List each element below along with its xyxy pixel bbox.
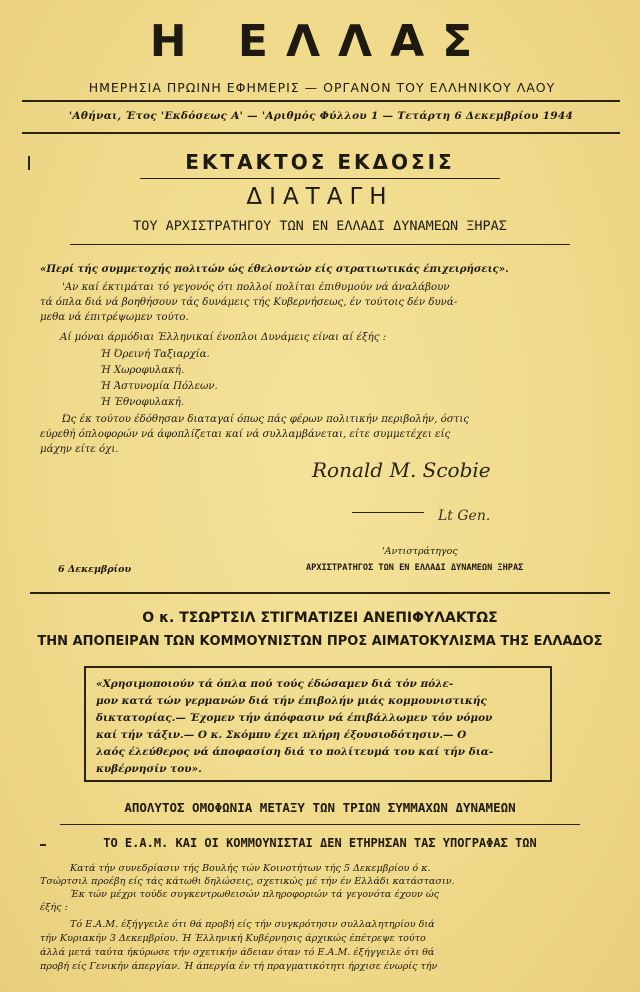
order-topic: «Περί τής συμμετοχής πολιτών ώς έθελοντών είς στρατιωτικάς έπιχειρήσεις». bbox=[40, 263, 509, 275]
order-paragraph-1-line: τά όπλα διά νά βοηθήσουν τάς δυνάμεις τής Κυβερνήσεως, έν τούτοις δέν δυνά- bbox=[40, 297, 458, 308]
order-paragraph-3-line: Ώς έκ τούτου έδόθησαν διαταγαί όπως πάς φέρων πολιτικήν περιβολήν, όστις bbox=[62, 414, 470, 425]
order-paragraph-1-line: 'Αν καί έκτιμάται τό γεγονός ότι πολλοί πολίται έπιθυμούν νά άναλάβουν bbox=[62, 282, 450, 293]
masthead-rule-bottom bbox=[22, 132, 620, 134]
order-date: 6 Δεκεμβρίου bbox=[58, 564, 132, 575]
signer-rank: 'Αντιστράτηγος bbox=[382, 546, 458, 557]
quote-line: λαός έλεύθερος νά άποφασίση διά το πολίτευμά του καί τήν δια- bbox=[96, 746, 494, 758]
article-2-rule bbox=[60, 824, 580, 825]
extra-edition-rule bbox=[140, 178, 500, 179]
quote-line: μον κατά τών γερμανών διά τήν έπιβολήν μιάς κομμουνιστικής bbox=[96, 695, 487, 707]
article-2-body-1 bbox=[40, 862, 610, 914]
order-paragraph-3 bbox=[40, 412, 610, 457]
quote-line: δικτατορίας.— Έχομεν τήν άπόφασιν νά έπιβάλλωμεν τόν νόμον bbox=[96, 712, 493, 724]
forces-list bbox=[100, 347, 400, 411]
dateline: 'Αθήναι, Έτος 'Εκδόσεως Α' — 'Αριθμός Φύλλου 1 — Τετάρτη 6 Δεκεμβρίου 1944 bbox=[68, 110, 574, 122]
article-2-body-line: Τό Ε.Α.Μ. έξήγγειλε ότι θά προβή είς τήν συγκρότησιν συλλαλητηρίου διά bbox=[70, 919, 435, 930]
order-paragraph-3-line: μάχην είτε όχι. bbox=[40, 444, 119, 455]
order-paragraph-1-line: μεθα νά έπιτρέψωμεν τούτο. bbox=[40, 312, 189, 323]
list-item: Ή Όρεινή Ταξιαρχία. bbox=[100, 349, 210, 360]
list-item: Ή Έθνοφυλακή. bbox=[100, 397, 185, 408]
quote-line: καί τήν τάξιν.— Ο κ. Σκόμπυ έχει πλήρη έξουσιοδότησιν.— Ο bbox=[96, 729, 467, 741]
article-2-body-line: προβή είς Γενικήν άπεργίαν. Ή άπεργία έν τή πραγματικότητι ήρχισε ένωρίς τήν bbox=[40, 961, 438, 972]
article-1-headline-line-2: ΤΗΝ ΑΠΟΠΕΙΡΑΝ ΤΩΝ ΚΟΜΜΟΥΝΙΣΤΩΝ ΠΡΟΣ ΑΙΜΑΤΟΚΥΛΙΣΜΑ ΤΗΣ ΕΛΛΑΔΟΣ bbox=[37, 634, 603, 649]
order-subheading-rule bbox=[70, 244, 570, 245]
order-paragraph-3-line: εύρεθή όπλοφορών νά άφοπλίζεται καί νά συλλαμβάνεται, είτε συμμετέχει είς bbox=[40, 429, 451, 440]
article-2-body-line: Κατά τήν συνεδρίασιν τής Βουλής τών Κοινοτήτων τής 5 Δεκεμβρίου ό κ. bbox=[70, 863, 431, 874]
margin-mark bbox=[28, 156, 30, 170]
masthead-rule-top bbox=[22, 100, 620, 102]
article-1-headline-line-1: Ο κ. ΤΣΩΡΤΣΙΛ ΣΤΙΓΜΑΤΙΖΕΙ ΑΝΕΠΙΦΥΛΑΚΤΩΣ bbox=[142, 610, 498, 626]
order-heading: ΔΙΑΤΑΓΗ bbox=[246, 184, 394, 210]
list-item: Ή Άστυνομία Πόλεων. bbox=[100, 381, 218, 392]
list-item: Ή Χωροφυλακή. bbox=[100, 365, 185, 376]
quote-line: «Χρησιμοποιούν τά όπλα πού τούς έδώσαμεν διά τόν πόλε- bbox=[96, 678, 454, 690]
newspaper-subtitle: ΗΜΕΡΗΣΙΑ ΠΡΩΙΝΗ ΕΦΗΜΕΡΙΣ — ΟΡΓΑΝΟΝ ΤΟΥ ΕΛΛΗΝΙΚΟΥ ΛΑΟΥ bbox=[88, 80, 556, 95]
extra-edition-heading: ΕΚΤΑΚΤΟΣ ΕΚΔΟΣΙΣ bbox=[185, 150, 455, 174]
signature-image-2: Lt Gen. bbox=[438, 508, 491, 524]
article-2-body-line: τήν Κυριακήν 3 Δεκεμβρίου. Ή Έλληνική Κυβέρνησις άρχικώς έπέτρεψε τούτο bbox=[40, 933, 426, 944]
section-divider bbox=[30, 592, 610, 594]
quote-box bbox=[84, 666, 552, 782]
article-2-body-line: έξής : bbox=[40, 902, 68, 913]
article-2-subheadline: ΤΟ Ε.Α.Μ. ΚΑΙ ΟΙ ΚΟΜΜΟΥΝΙΣΤΑΙ ΔΕΝ ΕΤΗΡΗΣΑΝ ΤΑΣ ΥΠΟΓΡΑΦΑΣ ΤΩΝ bbox=[103, 836, 537, 850]
newspaper-title: Η ΕΛΛΑΣ bbox=[149, 16, 491, 67]
signer-title: ΑΡΧΙΣΤΡΑΤΗΓΟΣ ΤΩΝ ΕΝ ΕΛΛΑΔΙ ΔΥΝΑΜΕΩΝ ΞΗΡΑΣ bbox=[306, 563, 524, 573]
article-2-body-2 bbox=[40, 918, 610, 974]
article-2-body-line: Τσώρτσιλ προέβη είς τάς κάτωθι δηλώσεις, σχετικώς μέ τήν έν Ελλάδι κατάστασιν. bbox=[40, 876, 455, 887]
article-2-headline: ΑΠΟΛΥΤΟΣ ΟΜΟΦΩΝΙΑ ΜΕΤΑΞΥ ΤΩΝ ΤΡΙΩΝ ΣΥΜΜΑΧΩΝ ΔΥΝΑΜΕΩΝ bbox=[124, 800, 516, 815]
order-subheading: ΤΟΥ ΑΡΧΙΣΤΡΑΤΗΓΟΥ ΤΩΝ ΕΝ ΕΛΛΑΔΙ ΔΥΝΑΜΕΩΝ ΞΗΡΑΣ bbox=[133, 218, 507, 234]
quote-line: κυβέρνησίν του». bbox=[96, 763, 202, 775]
order-paragraph-2: Αί μόναι άρμόδιαι Έλληνικαί ένοπλοι Δυνάμεις είναι αί έξής : bbox=[60, 332, 387, 343]
order-paragraph-1 bbox=[40, 280, 610, 325]
signature-image: Ronald M. Scobie bbox=[312, 458, 491, 482]
margin-mark bbox=[40, 844, 46, 846]
signature-flourish bbox=[352, 512, 424, 513]
article-2-body-line: Έκ τών μέχρι τούδε συγκεντρωθεισών πληροφοριών τά γεγονότα έχουν ώς bbox=[70, 889, 440, 900]
article-2-body-line: άλλά μετά ταύτα ήκύρωσε τήν σχετικήν άδειαν όταν τό Ε.Α.Μ. έξήγγειλε ότι θά bbox=[40, 947, 435, 958]
